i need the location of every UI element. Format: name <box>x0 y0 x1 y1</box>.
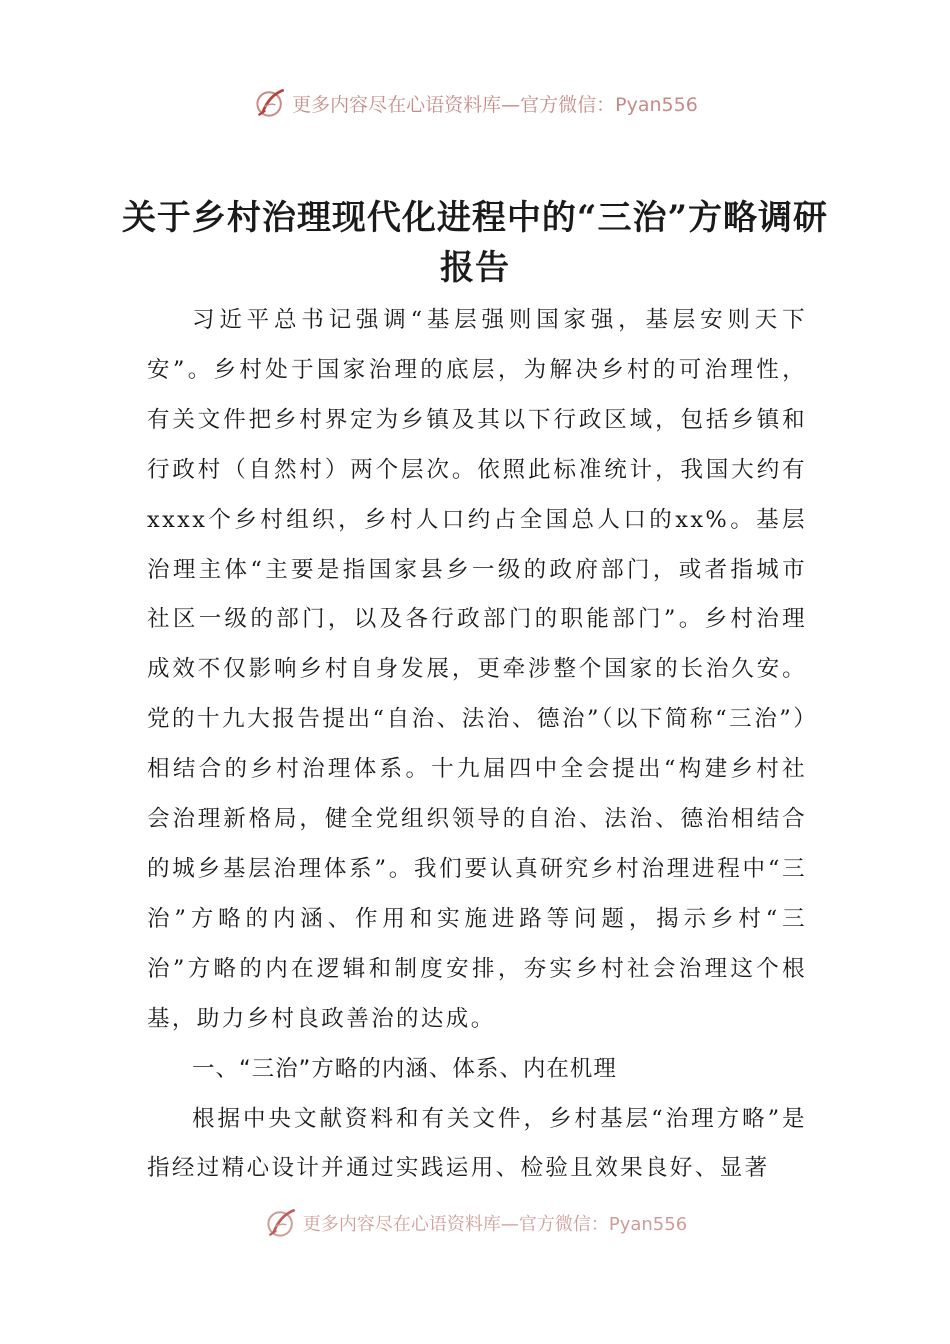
watermark-header <box>0 84 950 122</box>
pen-logo-icon <box>263 1205 299 1241</box>
section-heading: 一、“三治”方略的内涵、体系、内在机理 <box>192 1055 617 1082</box>
pen-logo-icon <box>252 85 288 121</box>
watermark-text: 更多内容尽在心语资料库—官方微信：Pyan556 <box>292 93 698 116</box>
watermark-footer <box>0 1206 950 1240</box>
section-paragraph: 根据中央文献资料和有关文件，乡村基层“治理方略”是指经过精心设计并通过实践运用、检验且效果良好、显著 <box>147 1105 807 1182</box>
document-title: 关于乡村治理现代化进程中的“三治”方略调研报告 <box>121 198 829 288</box>
watermark-text: 更多内容尽在心语资料库—官方微信：Pyan556 <box>302 1214 688 1235</box>
intro-paragraph: 习近平总书记强调“基层强则国家强，基层安则天下安”。乡村处于国家治理的底层，为解决乡村的可治理性，有关文件把乡村界定为乡镇及其以下行政区域，包括乡镇和行政村（自然村）两个层次。依照此标准统计，我国大约有xxxx个乡村组织，乡村人口约占全国总人口的xx%。基层治理主体“主要是指国家县乡一级的政府部门，或者指城市社区一级的部门，以及各行政部门的职能部门”。乡村治理成效不仅影响乡村自身发展，更牵涉整个国家的长治久安。党的十九大报告提出“自治、法治、德治”（以下简称“三治”）相结合的乡村治理体系。十九届四中全会提出“构建乡村社会治理新格局，健全党组织领导的自治、法治、德治相结合的城乡基层治理体系”。我们要认真研究乡村治理进程中“三治”方略的内涵、作用和实施进路等问题，揭示乡村“三治”方略的内在逻辑和制度安排，夯实乡村社会治理这个根基，助力乡村良政善治的达成。 <box>147 307 807 1032</box>
document-body <box>147 296 807 1194</box>
